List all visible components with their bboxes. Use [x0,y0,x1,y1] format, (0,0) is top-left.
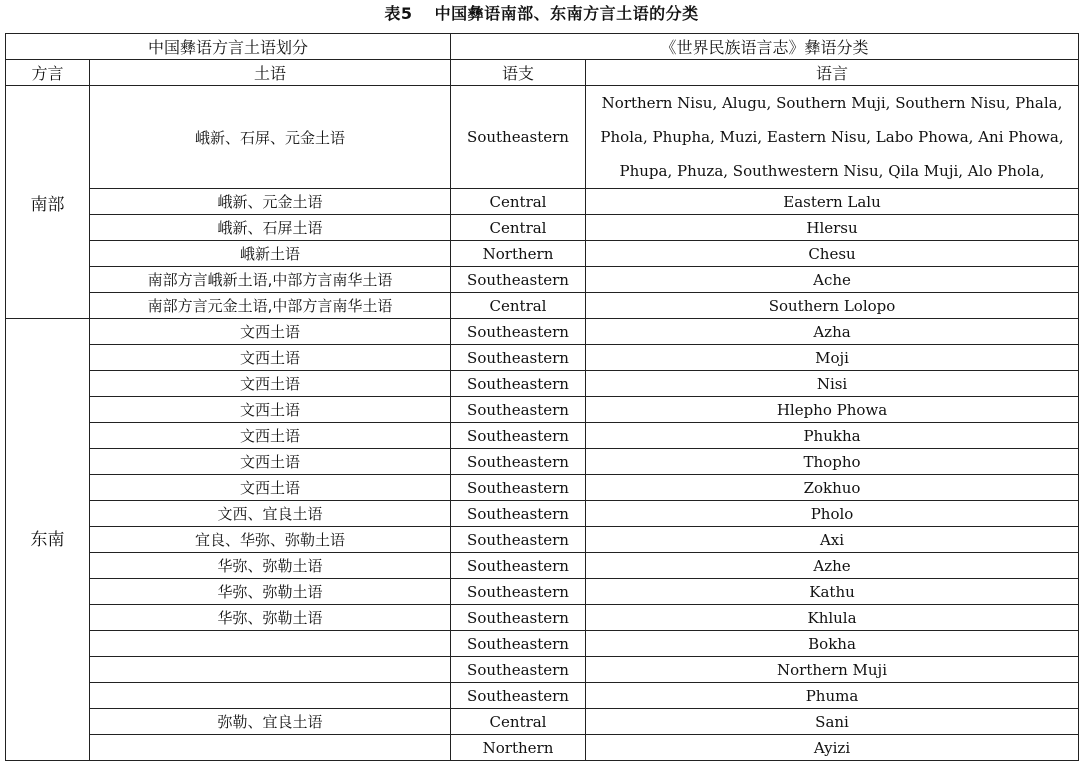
language-line: Phola, Phupha, Muzi, Eastern Nisu, Labo Phowa, Ani Phowa, [600,128,1064,146]
subdialect-cell: 华弥、弥勒土语 [90,605,451,631]
classification-table [5,33,1079,761]
branch-cell: Central [451,293,586,319]
table-row [6,449,1079,475]
dialect-cell-south: 南部 [6,86,90,319]
table-row [6,605,1079,631]
language-cell: Ayizi [586,735,1079,761]
table-row [6,709,1079,735]
branch-cell: Southeastern [451,319,586,345]
table-row [6,501,1079,527]
header-branch: 语支 [451,60,586,86]
table-row [6,267,1079,293]
table-row [6,241,1079,267]
table-row [6,475,1079,501]
language-line: Northern Nisu, Alugu, Southern Muji, Southern Nisu, Phala, [601,94,1063,112]
language-cell: Phuma [586,683,1079,709]
language-cell: Chesu [586,241,1079,267]
branch-cell: Southeastern [451,267,586,293]
table-number: 表5 [384,4,413,23]
branch-cell: Southeastern [451,683,586,709]
subdialect-cell [90,631,451,657]
header-subdialect: 土语 [90,60,451,86]
language-cell: Ache [586,267,1079,293]
subdialect-cell: 弥勒、宜良土语 [90,709,451,735]
subdialect-cell: 文西土语 [90,397,451,423]
language-cell: Thopho [586,449,1079,475]
table-row [6,189,1079,215]
subdialect-cell: 文西土语 [90,449,451,475]
table-row [6,293,1079,319]
subdialect-cell: 华弥、弥勒土语 [90,579,451,605]
header-dialect: 方言 [6,60,90,86]
branch-cell: Southeastern [451,397,586,423]
branch-cell: Southeastern [451,345,586,371]
language-cell: Southern Lolopo [586,293,1079,319]
language-cell: Azhe [586,553,1079,579]
language-cell: Pholo [586,501,1079,527]
branch-cell: Southeastern [451,423,586,449]
table-row [6,371,1079,397]
subdialect-cell: 文西土语 [90,423,451,449]
table-row [6,631,1079,657]
branch-cell: Central [451,189,586,215]
branch-cell: Central [451,215,586,241]
table-row [6,683,1079,709]
language-line: Phupa, Phuza, Southwestern Nisu, Qila Muji, Alo Phola, [619,162,1045,180]
subdialect-cell: 文西土语 [90,345,451,371]
language-cell: Zokhuo [586,475,1079,501]
language-cell: Hlersu [586,215,1079,241]
table-caption [0,3,1083,25]
branch-cell: Northern [451,735,586,761]
language-cell: Hlepho Phowa [586,397,1079,423]
language-cell: Phukha [586,423,1079,449]
language-cell-multiline [586,86,1079,189]
branch-cell: Southeastern [451,605,586,631]
table-row [6,215,1079,241]
table-row [6,657,1079,683]
language-cell: Moji [586,345,1079,371]
header-group-right: 《世界民族语言志》彝语分类 [451,34,1079,60]
language-cell: Axi [586,527,1079,553]
subdialect-cell: 峨新、石屏土语 [90,215,451,241]
subdialect-cell: 南部方言峨新土语,中部方言南华土语 [90,267,451,293]
subdialect-cell: 峨新、元金土语 [90,189,451,215]
header-language: 语言 [586,60,1079,86]
branch-cell: Southeastern [451,631,586,657]
table-row [6,423,1079,449]
subdialect-cell [90,657,451,683]
branch-cell: Southeastern [451,579,586,605]
branch-cell: Central [451,709,586,735]
subdialect-cell: 文西土语 [90,475,451,501]
language-cell: Bokha [586,631,1079,657]
subdialect-cell: 宜良、华弥、弥勒土语 [90,527,451,553]
branch-cell: Southeastern [451,86,586,189]
table-row [6,397,1079,423]
language-cell: Khlula [586,605,1079,631]
branch-cell: Southeastern [451,449,586,475]
header-row-columns [6,60,1079,86]
subdialect-cell: 文西土语 [90,319,451,345]
dialect-cell-southeast: 东南 [6,319,90,761]
subdialect-cell: 峨新土语 [90,241,451,267]
branch-cell: Southeastern [451,527,586,553]
branch-cell: Southeastern [451,657,586,683]
branch-cell: Southeastern [451,501,586,527]
subdialect-cell: 华弥、弥勒土语 [90,553,451,579]
subdialect-cell [90,735,451,761]
language-cell: Eastern Lalu [586,189,1079,215]
subdialect-cell: 文西土语 [90,371,451,397]
table-row [6,86,1079,189]
table-row [6,553,1079,579]
language-cell: Nisi [586,371,1079,397]
table-row [6,319,1079,345]
subdialect-cell: 南部方言元金土语,中部方言南华土语 [90,293,451,319]
branch-cell: Northern [451,241,586,267]
table-row [6,735,1079,761]
table-row [6,579,1079,605]
header-row-group [6,34,1079,60]
subdialect-cell: 文西、宜良土语 [90,501,451,527]
branch-cell: Southeastern [451,475,586,501]
branch-cell: Southeastern [451,553,586,579]
subdialect-cell: 峨新、石屏、元金土语 [90,86,451,189]
header-group-left: 中国彝语方言土语划分 [6,34,451,60]
language-cell: Kathu [586,579,1079,605]
branch-cell: Southeastern [451,371,586,397]
language-cell: Azha [586,319,1079,345]
subdialect-cell [90,683,451,709]
table-row [6,345,1079,371]
table-row [6,527,1079,553]
table-title: 中国彝语南部、东南方言土语的分类 [434,4,699,23]
language-cell: Northern Muji [586,657,1079,683]
language-cell: Sani [586,709,1079,735]
